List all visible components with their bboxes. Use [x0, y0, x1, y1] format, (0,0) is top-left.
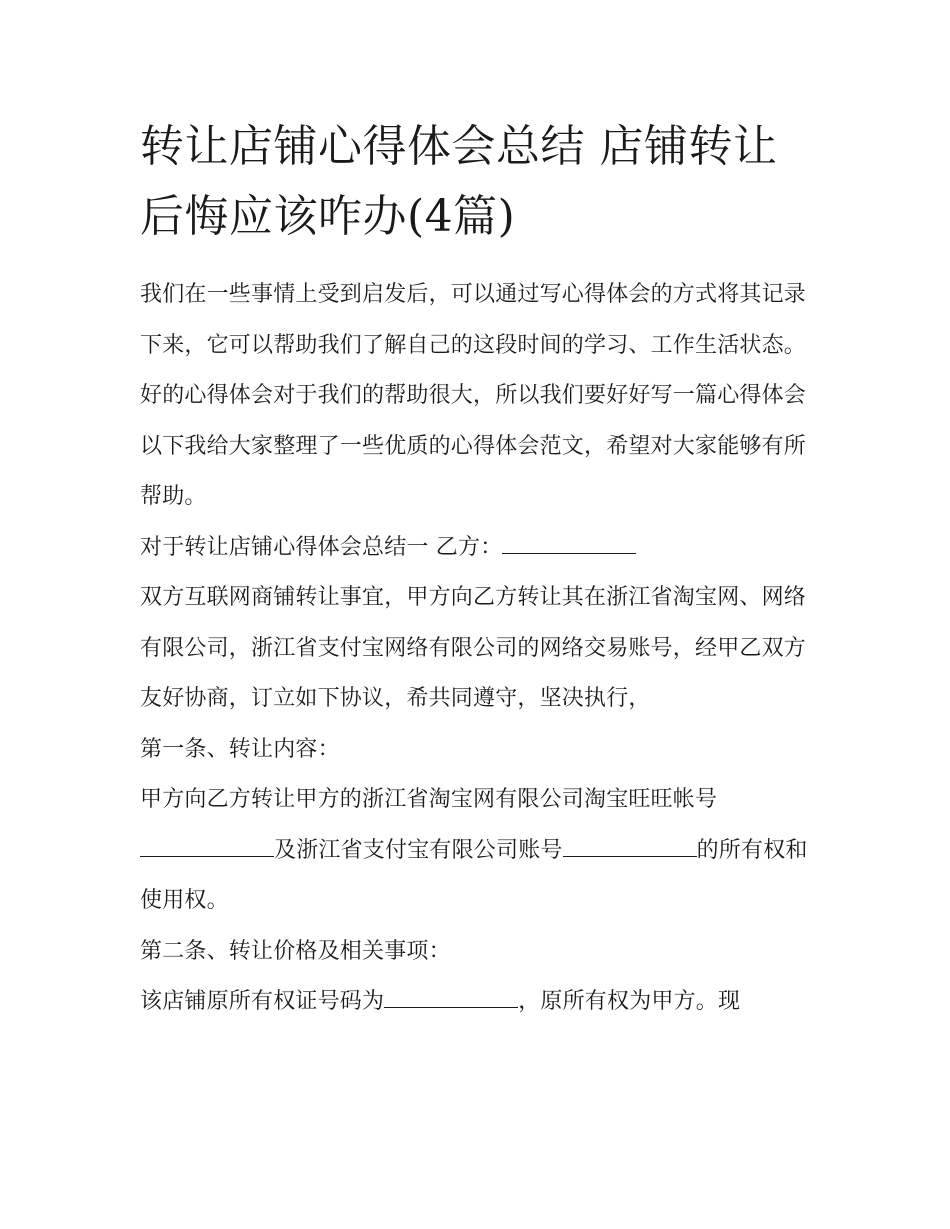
body-paragraph-1: 双方互联网商铺转让事宜，甲方向乙方转让其在浙江省淘宝网、网络有限公司，浙江省支付宝网络有限公司的网络交易账号，经甲乙双方友好协商，订立如下协议，希共同遵守，坚决执行， [140, 585, 807, 711]
blank-line [140, 836, 274, 857]
article2-text-a: 该店铺原所有权证号码为 [140, 989, 385, 1014]
article2-heading: 第二条、转让价格及相关事项： [140, 938, 451, 964]
section1-heading-text: 对于转让店铺心得体会总结一 乙方： [140, 534, 503, 560]
section1-heading [140, 523, 815, 574]
article1-text-c: 的所有权和使用权。 [140, 837, 808, 913]
article1-paragraph [140, 775, 815, 927]
intro-paragraph: 我们在一些事情上受到启发后，可以通过写心得体会的方式将其记录下来，它可以帮助我们了解自己的这段时间的学习、工作生活状态。好的心得体会对于我们的帮助很大，所以我们要好好写一篇心得体会以下我给大家整理了一些优质的心得体会范文，希望对大家能够有所帮助。 [140, 282, 807, 509]
document-title: 转让店铺心得体会总结 店铺转让后悔应该咋办(4篇) [140, 121, 778, 242]
document-content [140, 112, 815, 1028]
article2-paragraph [140, 977, 815, 1028]
article2-text-b: ，原所有权为甲方。现 [518, 989, 741, 1014]
blank-line [563, 836, 697, 857]
blank-line [384, 987, 518, 1008]
article1-text-b: 及浙江省支付宝有限公司账号 [274, 837, 563, 863]
article1-heading: 第一条、转让内容： [140, 736, 340, 762]
blank-line [502, 533, 636, 554]
article1-text-a: 甲方向乙方转让甲方的浙江省淘宝网有限公司淘宝旺旺帐号 [140, 787, 718, 812]
